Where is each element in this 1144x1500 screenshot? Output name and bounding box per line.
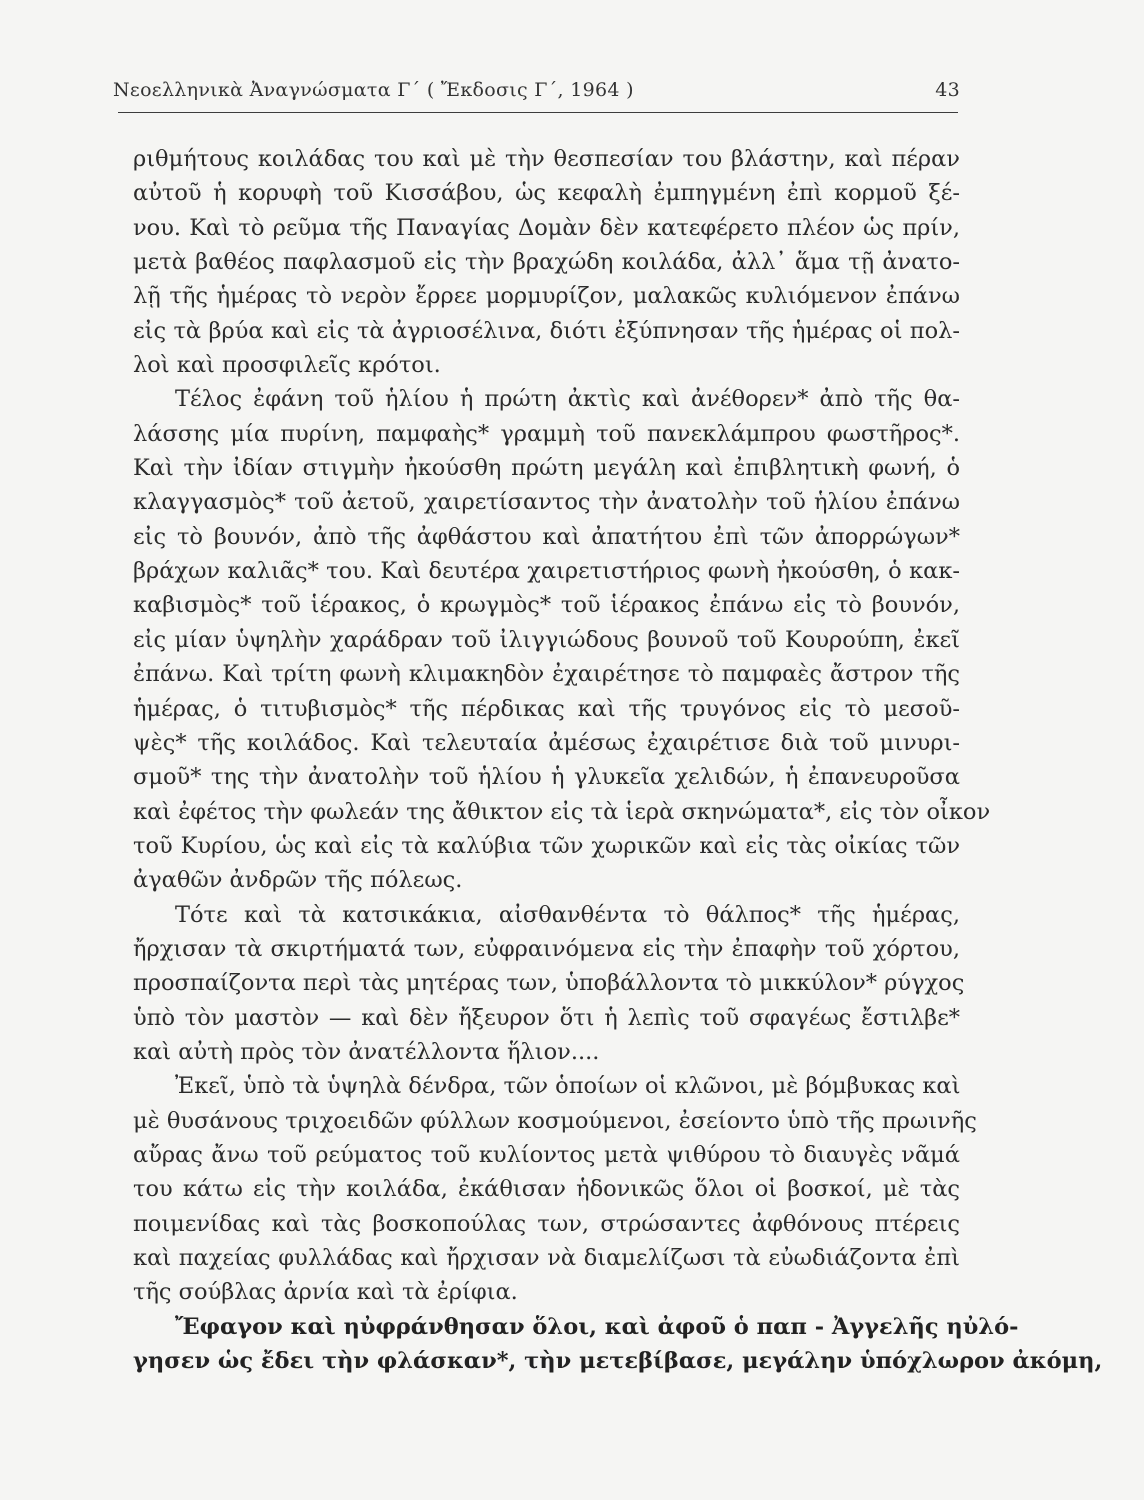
text-line: αὐτοῦ ἡ κορυφὴ τοῦ Κισσάβου, ὡς κεφαλὴ ἐμπηγμένη ἐπὶ κορμοῦ ξέ- (133, 180, 960, 207)
text-line: καὶ παχείας φυλλάδας καὶ ἤρχισαν νὰ διαμελίζωσι τὰ εὐωδιάζοντα ἐπὶ (133, 1245, 960, 1271)
text-line: ἤρχισαν τὰ σκιρτήματά των, εὐφραινόμενα εἰς τὴν ἐπαφὴν τοῦ χόρτου, (133, 935, 960, 962)
text-line: ποιμενίδας καὶ τὰς βοσκοπούλας των, στρώσαντες ἀφθόνους πτέρεις (133, 1210, 960, 1237)
text-line: ριθμήτους κοιλάδας του καὶ μὲ τὴν θεσπεσίαν του βλάστην, καὶ πέραν (133, 146, 960, 172)
page-number: 43 (935, 79, 960, 101)
body-text (133, 142, 1103, 1378)
text-line: κλαγγασμὸς* τοῦ ἀετοῦ, χαιρετίσαντος τὴν ἀνατολὴν τοῦ ἡλίου ἐπάνω (133, 489, 960, 516)
text-line: εἰς τὸ βουνόν, ἀπὸ τῆς ἀφθάστου καὶ ἀπατήτου ἐπὶ τῶν ἀπορρώγων* (133, 523, 960, 550)
text-line: ὑπὸ τὸν μαστὸν — καὶ δὲν ἤξευρον ὅτι ἡ λεπὶς τοῦ σφαγέως ἔστιλβε* (133, 1004, 960, 1031)
text-line: τοῦ Κυρίου, ὡς καὶ εἰς τὰ καλύβια τῶν χωρικῶν καὶ εἰς τὰς οἰκίας τῶν (133, 832, 960, 859)
text-line: αὔρας ἄνω τοῦ ρεύματος τοῦ κυλίοντος μετὰ ψιθύρου τὸ διαυγὲς νᾶμά (133, 1141, 960, 1168)
text-line: καὶ ἐφέτος τὴν φωλεάν της ἄθικτον εἰς τὰ ἱερὰ σκηνώματα*, εἰς τὸν οἶκον (133, 798, 991, 825)
text-line: ψὲς* τῆς κοιλάδος. Καὶ τελευταία ἀμέσως ἐχαιρέτισε διὰ τοῦ μινυρι- (133, 729, 960, 756)
text-line: μετὰ βαθέος παφλασμοῦ εἰς τὴν βραχώδη κοιλάδα, ἀλλ᾿ ἅμα τῇ ἀνατο- (133, 249, 960, 276)
text-line: τῆς σούβλας ἀρνία καὶ τὰ ἐρίφια. (133, 1279, 518, 1306)
text-line: Τέλος ἐφάνη τοῦ ἡλίου ἡ πρώτη ἀκτὶς καὶ ἀνέθορεν* ἀπὸ τῆς θα- (175, 386, 960, 413)
text-line: Ἐκεῖ, ὑπὸ τὰ ὑψηλὰ δένδρα, τῶν ὁποίων οἱ κλῶνοι, μὲ βόμβυκας καὶ (175, 1073, 961, 1100)
text-line: ἐπάνω. Καὶ τρίτη φωνὴ κλιμακηδὸν ἐχαιρέτησε τὸ παμφαὲς ἄστρον τῆς (133, 661, 960, 688)
text-line: καὶ αὐτὴ πρὸς τὸν ἀνατέλλοντα ἥλιον.... (133, 1038, 600, 1065)
text-line: σμοῦ* της τὴν ἀνατολὴν τοῦ ἡλίου ἡ γλυκεῖα χελιδών, ἡ ἐπανευροῦσα (133, 764, 960, 791)
text-line: Τότε καὶ τὰ κατσικάκια, αἰσθανθέντα τὸ θάλπος* τῆς ἡμέρας, (175, 901, 960, 928)
text-line: καβισμὸς* τοῦ ἱέρακος, ὁ κρωγμὸς* τοῦ ἱέρακος ἐπάνω εἰς τὸ βουνόν, (133, 592, 960, 619)
text-line: προσπαίζοντα περὶ τὰς μητέρας των, ὑποβάλλοντα τὸ μικκύλον* ρύγχος (133, 970, 965, 997)
text-line: του κάτω εἰς τὴν κοιλάδα, ἐκάθισαν ἡδονικῶς ὅλοι οἱ βοσκοί, μὲ τὰς (133, 1176, 960, 1203)
text-line: λοὶ καὶ προσφιλεῖς κρότοι. (133, 352, 441, 379)
text-line: γησεν ὡς ἔδει τὴν φλάσκαν*, τὴν μετεβίβασε, μεγάλην ὑπόχλωρον ἀκόμη, (133, 1348, 1103, 1375)
text-line: Καὶ τὴν ἰδίαν στιγμὴν ἠκούσθη πρώτη μεγάλη καὶ ἐπιβλητικὴ φωνή, ὁ (133, 455, 960, 482)
running-header (113, 73, 960, 101)
text-line: νου. Καὶ τὸ ρεῦμα τῆς Παναγίας Δομὰν δὲν κατεφέρετο πλέον ὡς πρίν, (133, 214, 960, 241)
book-title: Νεοελληνικὰ Ἀναγνώσματα Γ΄ ( Ἔκδοσις Γ΄, 1964 ) (113, 79, 634, 101)
text-line: Ἔφαγον καὶ ηὐφράνθησαν ὅλοι, καὶ ἀφοῦ ὁ παπ - Ἀγγελῆς ηὐλό- (175, 1313, 1019, 1340)
text-line: εἰς τὰ βρύα καὶ εἰς τὰ ἀγριοσέλινα, διότι ἐξύπνησαν τῆς ἡμέρας οἱ πολ- (133, 317, 960, 344)
header-rule (118, 112, 958, 113)
text-line: μὲ θυσάνους τριχοειδῶν φύλλων κοσμούμενοι, ἐσείοντο ὑπὸ τῆς πρωινῆς (133, 1107, 977, 1134)
text-line: βράχων καλιᾶς* του. Καὶ δευτέρα χαιρετιστήριος φωνὴ ἠκούσθη, ὁ κακ- (133, 558, 960, 585)
text-line: ἀγαθῶν ἀνδρῶν τῆς πόλεως. (133, 867, 463, 894)
text-line: λάσσης μία πυρίνη, παμφαὴς* γραμμὴ τοῦ πανεκλάμπρου φωστῆρος*. (133, 420, 960, 447)
text-line: εἰς μίαν ὑψηλὴν χαράδραν τοῦ ἰλιγγιώδους βουνοῦ τοῦ Κουρούπη, ἐκεῖ (133, 626, 960, 653)
text-line: ἡμέρας, ὁ τιτυβισμὸς* τῆς πέρδικας καὶ τῆς τρυγόνος εἰς τὸ μεσοῦ- (133, 695, 960, 722)
text-line: λῇ τῆς ἡμέρας τὸ νερὸν ἔρρεε μορμυρίζον, μαλακῶς κυλιόμενον ἐπάνω (133, 283, 960, 310)
